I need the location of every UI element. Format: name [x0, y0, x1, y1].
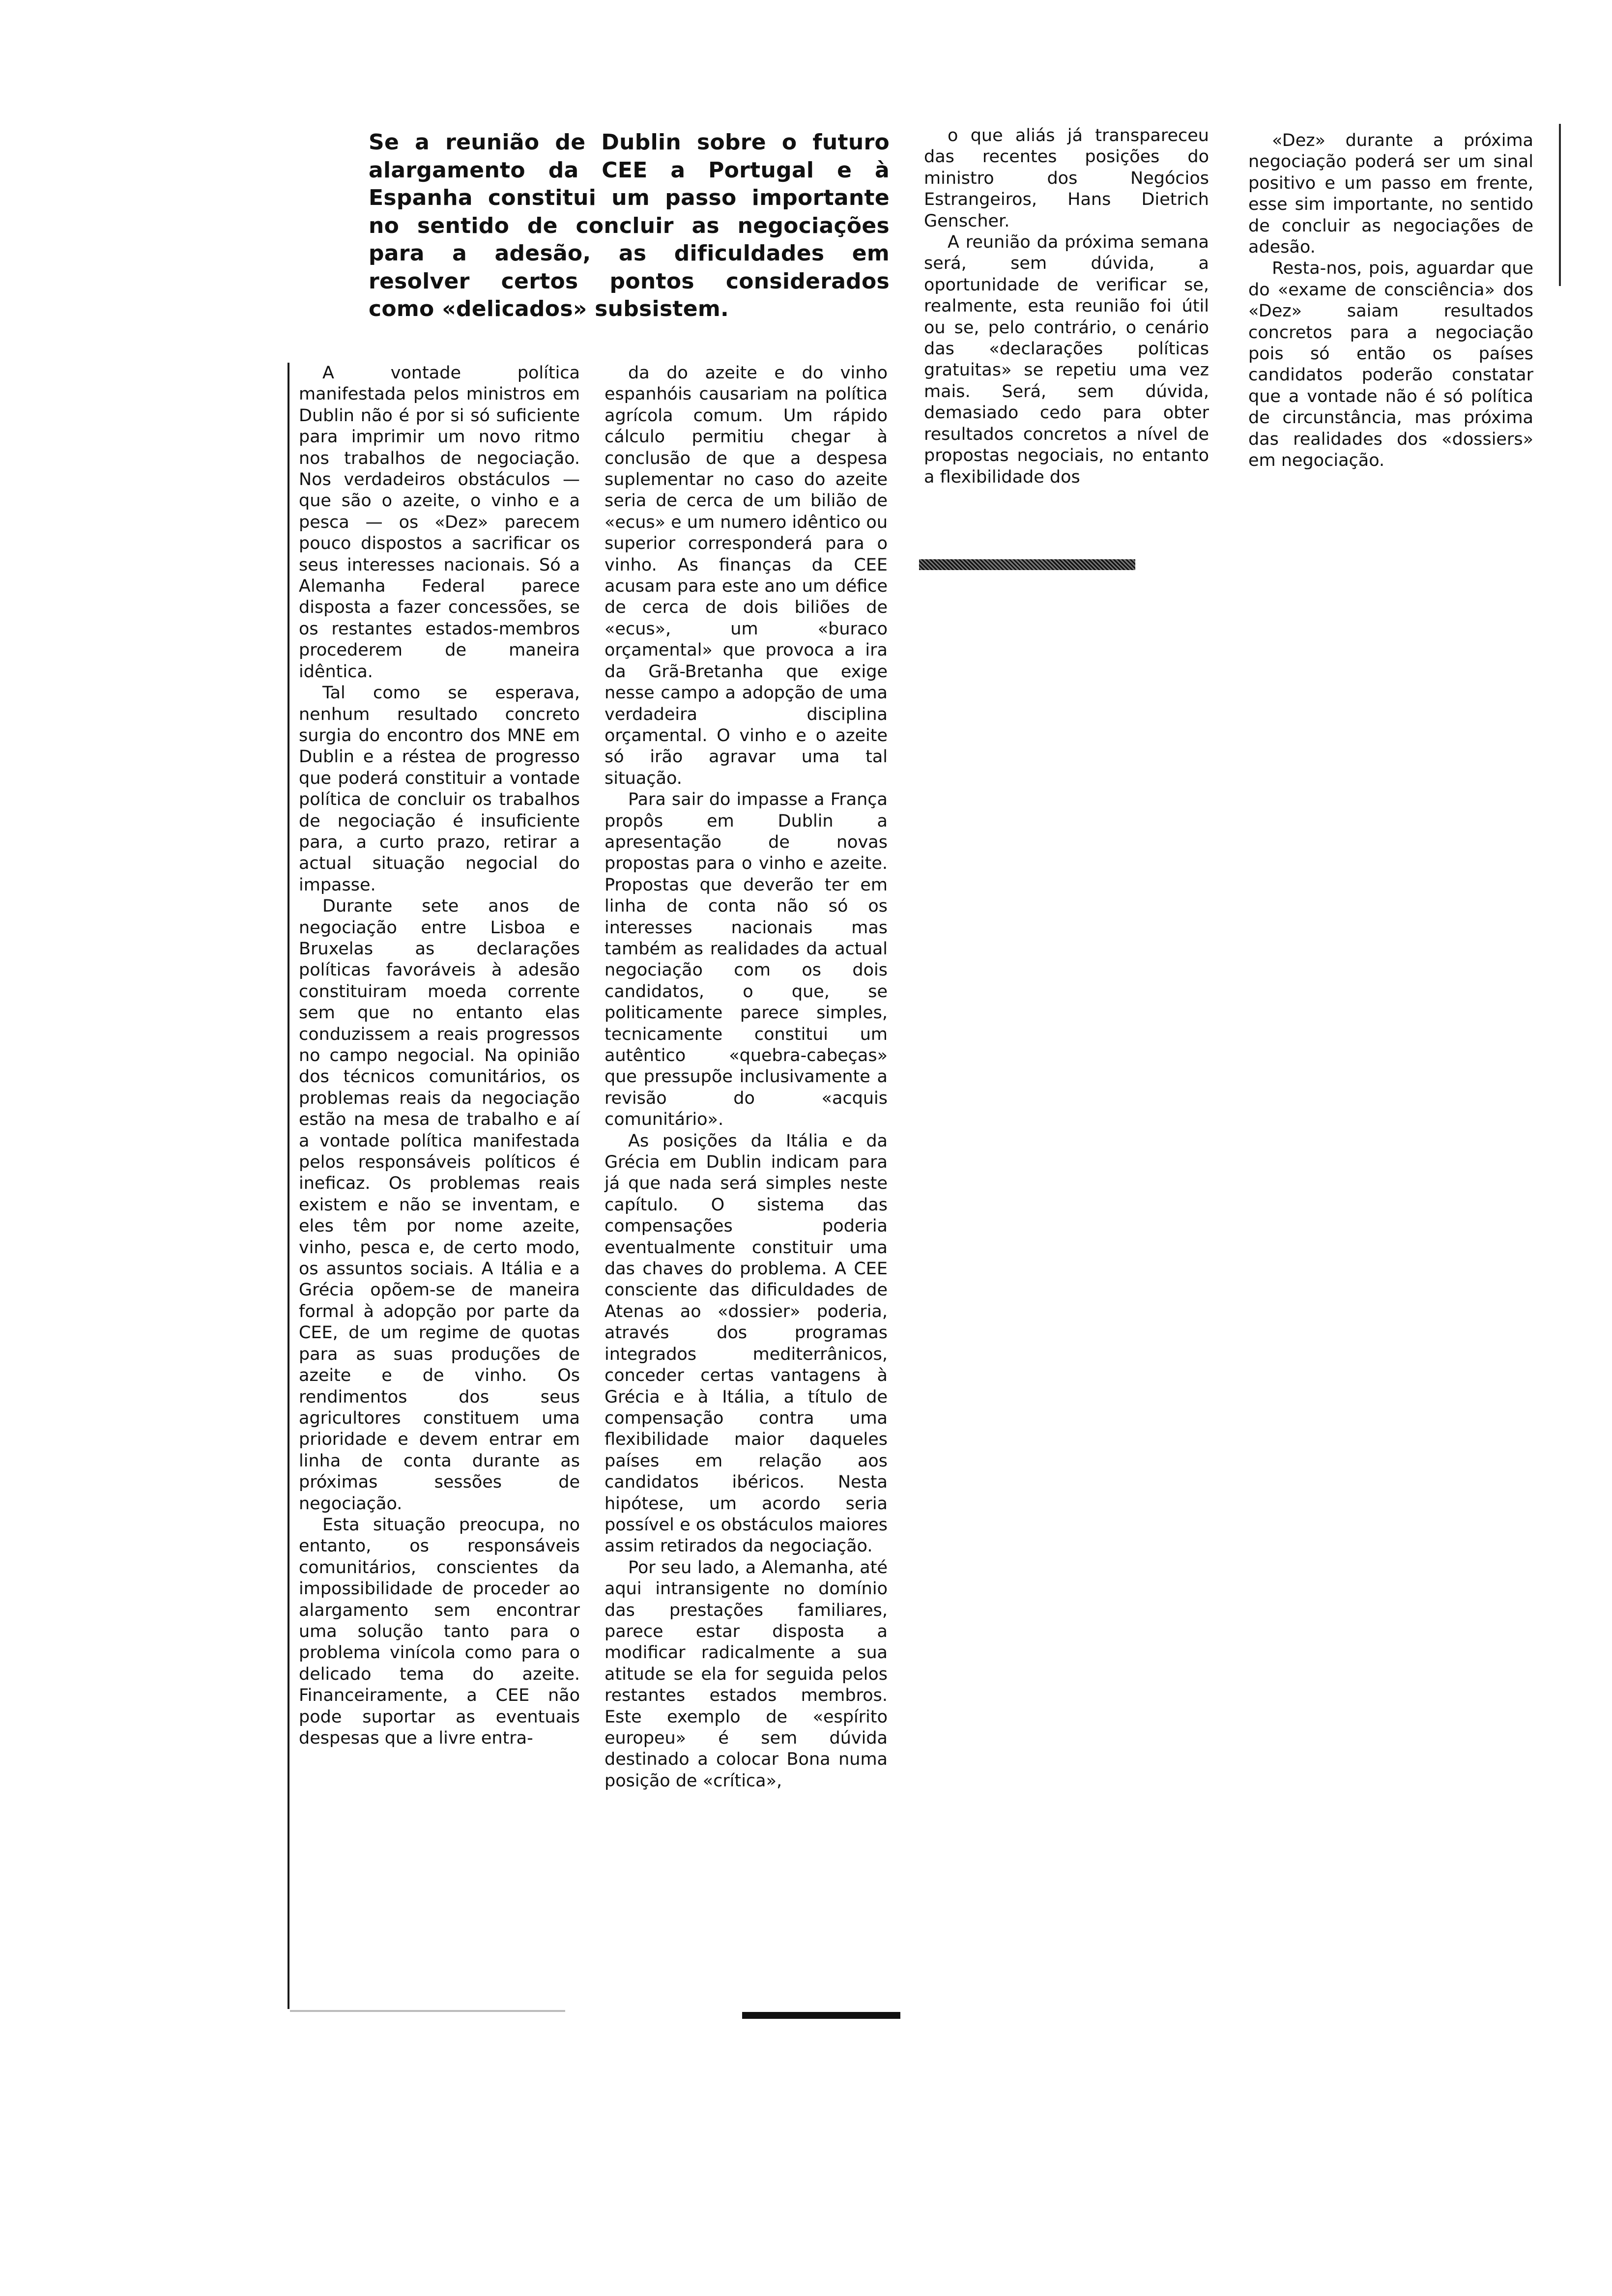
paragraph: Esta situação preocupa, no entanto, os responsáveis comunitários, conscientes da impossibilidade de proceder ao alargamento sem encontrar uma solução tanto para o problema vinícola como para o delicado tema do azeite. Financeiramente, a CEE não pode suportar as eventuais despesas que a livre entra-: [299, 1515, 580, 1748]
article-column-3: [924, 125, 1209, 488]
paragraph: Resta-nos, pois, aguardar que do «exame de consciência» dos «Dez» saiam resultados concretos para a negociação pois só então os países candidatos poderão constatar que a vontade não é só política de circunstância, mas próxima das realidades dos «dossiers» em negociação.: [1248, 258, 1533, 471]
article-column-4: [1248, 130, 1533, 472]
paragraph: «Dez» durante a próxima negociação poderá ser um sinal positivo e um passo em frente, esse sim importante, no sentido de concluir as negociações de adesão.: [1248, 131, 1533, 258]
column-rule-left: [288, 363, 289, 2009]
paragraph: A reunião da próxima semana será, sem dúvida, a oportunidade de verificar se, realmente, esta reunião foi útil ou se, pelo contrário, o cenário das «declarações políticas gratuitas» se repetiu uma vez mais. Será, sem dúvida, demasiado cedo para obter resultados concretos a nível de propostas negociais, no entanto a flexibilidade dos: [924, 232, 1209, 487]
paragraph: A vontade política manifestada pelos ministros em Dublin não é por si só suficiente para imprimir um novo ritmo nos trabalhos de negociação. Nos verdadeiros obstáculos — que são o azeite, o vinho e a pesca — os «Dez» parecem pouco dispostos a sacrificar os seus interesses nacionais. Só a Alemanha Federal parece disposta a fazer concessões, se os restantes estados-membros procederem de maneira idêntica.: [299, 363, 580, 682]
bottom-rule: [290, 2010, 565, 2012]
paragraph: o que aliás já transpareceu das recentes posições do ministro dos Negócios Estrangeiros, Hans Dietrich Genscher.: [924, 126, 1209, 231]
paragraph: Por seu lado, a Alemanha, até aqui intransigente no domínio das prestações familiares, parece estar disposta a modificar radicalmente a sua atitude se ela for seguida pelos restantes estados membros. Este exemplo de «espírito europeu» é sem dúvida destinado a colocar Bona numa posição de «crítica»,: [604, 1557, 888, 1791]
column-end-bar: [742, 2012, 900, 2019]
article-column-2: [604, 363, 888, 1792]
article-lead: Se a reunião de Dublin sobre o futuro alargamento da CEE a Portugal e à Espanha constitui um passo importante no sentido de concluir as negociações para a adesão, as dificuldades em resolver certos pontos considerados como «delicados» subsistem.: [369, 130, 890, 321]
column-rule-right: [1559, 124, 1561, 286]
paragraph: da do azeite e do vinho espanhóis causariam na política agrícola comum. Um rápido cálculo permitiu chegar à conclusão de que a despesa suplementar no caso do azeite seria de cerca de um bilião de «ecus» e um numero idêntico ou superior corresponderá para o vinho. As finanças da CEE acusam para este ano um défice de cerca de dois biliões de «ecus», um «buraco orçamental» que provoca a ira da Grã-Bretanha que exige nesse campo a adopção de uma verdadeira disciplina orçamental. O vinho e o azeite só irão agravar uma tal situação.: [604, 363, 888, 788]
paragraph: Durante sete anos de negociação entre Lisboa e Bruxelas as declarações políticas favoráveis à adesão constituiram moeda corrente sem que no entanto elas conduzissem a reais progressos no campo negocial. Na opinião dos técnicos comunitários, os problemas reais da negociação estão na mesa de trabalho e aí a vontade política manifestada pelos responsáveis políticos é ineficaz. Os problemas reais existem e não se inventam, e eles têm por nome azeite, vinho, pesca e, de certo modo, os assuntos sociais. A Itália e a Grécia opõem-se de maneira formal à adopção por parte da CEE, de um regime de quotas para as suas produções de azeite e de vinho. Os rendimentos dos seus agricultores constituem uma prioridade e devem entrar em linha de conta durante as próximas sessões de negociação.: [299, 896, 580, 1514]
paragraph: Para sair do impasse a França propôs em Dublin a apresentação de novas propostas para o vinho e azeite. Propostas que deverão ter em linha de conta não só os interesses nacionais mas também as realidades da actual negociação com os dois candidatos, o que, se politicamente parece simples, tecnicamente constitui um autêntico «quebra-cabeças» que pressupõe inclusivamente a revisão do «acquis comunitário».: [604, 790, 888, 1130]
paragraph: As posições da Itália e da Grécia em Dublin indicam para já que nada será simples neste capítulo. O sistema das compensações poderia eventualmente constituir uma das chaves do problema. A CEE consciente das dificuldades de Atenas ao «dossier» poderia, através dos programas integrados mediterrânicos, conceder certas vantagens à Grécia e à Itália, a título de compensação contra uma flexibilidade maior daqueles países em relação aos candidatos ibéricos. Nesta hipótese, um acordo seria possível e os obstáculos maiores assim retirados da negociação.: [604, 1131, 888, 1556]
article-column-1: [299, 363, 580, 1749]
article-end-bar: [919, 559, 1135, 570]
paragraph: Tal como se esperava, nenhum resultado concreto surgia do encontro dos MNE em Dublin e a réstea de progresso que poderá constituir a vontade política de concluir os trabalhos de negociação é insuficiente para, a curto prazo, retirar a actual situação negocial do impasse.: [299, 683, 580, 895]
